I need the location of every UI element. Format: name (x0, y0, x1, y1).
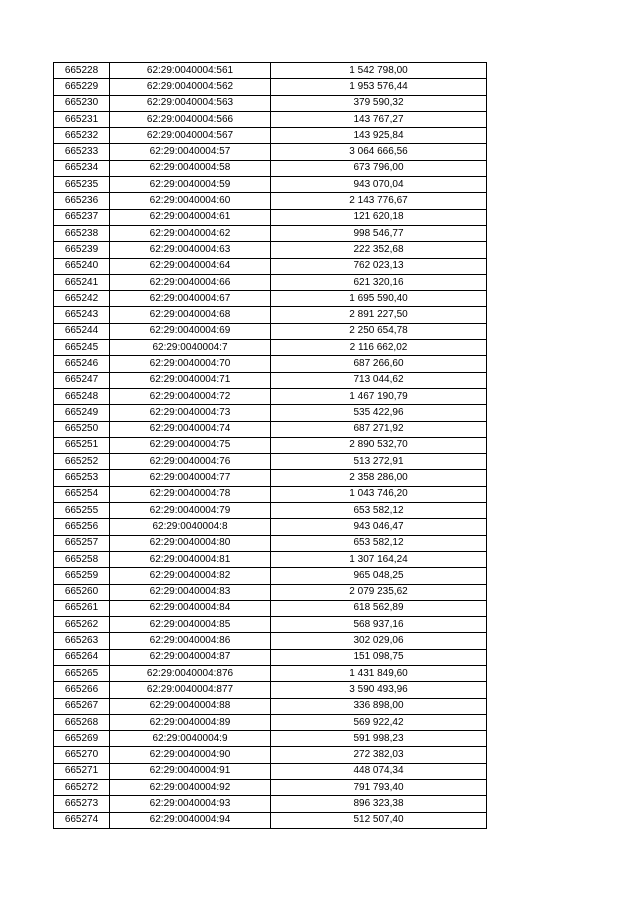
cadastral-number-cell: 62:29:0040004:80 (110, 535, 271, 551)
row-number-cell: 665270 (54, 747, 110, 763)
cadastral-value-cell: 222 352,68 (271, 242, 487, 258)
cadastral-number-cell: 62:29:0040004:92 (110, 780, 271, 796)
row-number-cell: 665238 (54, 225, 110, 241)
cadastral-number-cell: 62:29:0040004:877 (110, 682, 271, 698)
cadastral-value-cell: 535 422,96 (271, 405, 487, 421)
table-row (54, 128, 487, 144)
table-row (54, 698, 487, 714)
row-number-cell: 665265 (54, 665, 110, 681)
table-row (54, 796, 487, 812)
table-row (54, 682, 487, 698)
table-row (54, 225, 487, 241)
cadastral-value-cell: 448 074,34 (271, 763, 487, 779)
table-row (54, 111, 487, 127)
cadastral-value-cell: 673 796,00 (271, 160, 487, 176)
cadastral-value-cell: 302 029,06 (271, 633, 487, 649)
cadastral-value-cell: 791 793,40 (271, 780, 487, 796)
cadastral-number-cell: 62:29:0040004:88 (110, 698, 271, 714)
table-row (54, 535, 487, 551)
cadastral-number-cell: 62:29:0040004:73 (110, 405, 271, 421)
cadastral-value-cell: 1 467 190,79 (271, 388, 487, 404)
row-number-cell: 665261 (54, 600, 110, 616)
table-row (54, 95, 487, 111)
cadastral-value-cell: 121 620,18 (271, 209, 487, 225)
cadastral-value-cell: 1 953 576,44 (271, 79, 487, 95)
table-row (54, 665, 487, 681)
cadastral-value-cell: 1 542 798,00 (271, 63, 487, 79)
row-number-cell: 665247 (54, 372, 110, 388)
cadastral-value-cell: 568 937,16 (271, 617, 487, 633)
cadastral-value-cell: 379 590,32 (271, 95, 487, 111)
cadastral-number-cell: 62:29:0040004:59 (110, 177, 271, 193)
cadastral-number-cell: 62:29:0040004:63 (110, 242, 271, 258)
cadastral-number-cell: 62:29:0040004:84 (110, 600, 271, 616)
cadastral-number-cell: 62:29:0040004:567 (110, 128, 271, 144)
cadastral-number-cell: 62:29:0040004:72 (110, 388, 271, 404)
table-row (54, 780, 487, 796)
row-number-cell: 665244 (54, 323, 110, 339)
row-number-cell: 665240 (54, 258, 110, 274)
table-row (54, 568, 487, 584)
row-number-cell: 665257 (54, 535, 110, 551)
cadastral-number-cell: 62:29:0040004:81 (110, 551, 271, 567)
table-row (54, 79, 487, 95)
row-number-cell: 665267 (54, 698, 110, 714)
table-row (54, 177, 487, 193)
cadastral-number-cell: 62:29:0040004:89 (110, 714, 271, 730)
cadastral-number-cell: 62:29:0040004:7 (110, 340, 271, 356)
table-row (54, 649, 487, 665)
cadastral-number-cell: 62:29:0040004:58 (110, 160, 271, 176)
table-row (54, 144, 487, 160)
table-row (54, 63, 487, 79)
row-number-cell: 665263 (54, 633, 110, 649)
cadastral-value-cell: 1 695 590,40 (271, 291, 487, 307)
table-row (54, 747, 487, 763)
table-row (54, 388, 487, 404)
row-number-cell: 665266 (54, 682, 110, 698)
row-number-cell: 665260 (54, 584, 110, 600)
row-number-cell: 665249 (54, 405, 110, 421)
cadastral-value-cell: 998 546,77 (271, 225, 487, 241)
cadastral-number-cell: 62:29:0040004:87 (110, 649, 271, 665)
cadastral-number-cell: 62:29:0040004:82 (110, 568, 271, 584)
cadastral-value-cell: 3 064 666,56 (271, 144, 487, 160)
cadastral-value-cell: 2 116 662,02 (271, 340, 487, 356)
table-row (54, 470, 487, 486)
table-row (54, 519, 487, 535)
cadastral-value-cell: 336 898,00 (271, 698, 487, 714)
cadastral-value-cell: 2 891 227,50 (271, 307, 487, 323)
row-number-cell: 665245 (54, 340, 110, 356)
cadastral-number-cell: 62:29:0040004:77 (110, 470, 271, 486)
table-row (54, 405, 487, 421)
table-row (54, 372, 487, 388)
cadastral-number-cell: 62:29:0040004:76 (110, 454, 271, 470)
cadastral-value-cell: 2 143 776,67 (271, 193, 487, 209)
cadastral-number-cell: 62:29:0040004:90 (110, 747, 271, 763)
cadastral-value-cell: 618 562,89 (271, 600, 487, 616)
cadastral-value-cell: 143 925,84 (271, 128, 487, 144)
cadastral-value-cell: 943 046,47 (271, 519, 487, 535)
table-row (54, 812, 487, 828)
cadastral-number-cell: 62:29:0040004:68 (110, 307, 271, 323)
cadastral-number-cell: 62:29:0040004:86 (110, 633, 271, 649)
cadastral-number-cell: 62:29:0040004:67 (110, 291, 271, 307)
cadastral-value-cell: 143 767,27 (271, 111, 487, 127)
table-row (54, 274, 487, 290)
row-number-cell: 665228 (54, 63, 110, 79)
row-number-cell: 665258 (54, 551, 110, 567)
cadastral-number-cell: 62:29:0040004:70 (110, 356, 271, 372)
cadastral-value-cell: 3 590 493,96 (271, 682, 487, 698)
table-row (54, 291, 487, 307)
row-number-cell: 665243 (54, 307, 110, 323)
row-number-cell: 665229 (54, 79, 110, 95)
cadastral-number-cell: 62:29:0040004:94 (110, 812, 271, 828)
row-number-cell: 665241 (54, 274, 110, 290)
row-number-cell: 665250 (54, 421, 110, 437)
cadastral-number-cell: 62:29:0040004:71 (110, 372, 271, 388)
cadastral-value-cell: 965 048,25 (271, 568, 487, 584)
table-row (54, 617, 487, 633)
table-row (54, 356, 487, 372)
table-row (54, 584, 487, 600)
cadastral-value-cell: 2 079 235,62 (271, 584, 487, 600)
table-row (54, 454, 487, 470)
cadastral-value-cell: 151 098,75 (271, 649, 487, 665)
row-number-cell: 665255 (54, 503, 110, 519)
cadastral-value-cell: 943 070,04 (271, 177, 487, 193)
table-row (54, 209, 487, 225)
cadastral-value-cell: 621 320,16 (271, 274, 487, 290)
table-row (54, 323, 487, 339)
cadastral-number-cell: 62:29:0040004:79 (110, 503, 271, 519)
row-number-cell: 665262 (54, 617, 110, 633)
row-number-cell: 665248 (54, 388, 110, 404)
row-number-cell: 665254 (54, 486, 110, 502)
cadastral-value-cell: 2 250 654,78 (271, 323, 487, 339)
row-number-cell: 665271 (54, 763, 110, 779)
table-row (54, 421, 487, 437)
row-number-cell: 665274 (54, 812, 110, 828)
cadastral-value-cell: 1 043 746,20 (271, 486, 487, 502)
cadastral-value-cell: 1 307 164,24 (271, 551, 487, 567)
table-row (54, 486, 487, 502)
row-number-cell: 665259 (54, 568, 110, 584)
cadastral-number-cell: 62:29:0040004:74 (110, 421, 271, 437)
cadastral-value-cell: 896 323,38 (271, 796, 487, 812)
row-number-cell: 665273 (54, 796, 110, 812)
table-row (54, 714, 487, 730)
row-number-cell: 665230 (54, 95, 110, 111)
row-number-cell: 665239 (54, 242, 110, 258)
cadastral-value-cell: 2 890 532,70 (271, 437, 487, 453)
cadastral-value-cell: 713 044,62 (271, 372, 487, 388)
cadastral-number-cell: 62:29:0040004:78 (110, 486, 271, 502)
cadastral-number-cell: 62:29:0040004:8 (110, 519, 271, 535)
row-number-cell: 665242 (54, 291, 110, 307)
cadastral-number-cell: 62:29:0040004:66 (110, 274, 271, 290)
cadastral-number-cell: 62:29:0040004:61 (110, 209, 271, 225)
row-number-cell: 665233 (54, 144, 110, 160)
cadastral-value-cell: 512 507,40 (271, 812, 487, 828)
cadastral-number-cell: 62:29:0040004:83 (110, 584, 271, 600)
cadastral-number-cell: 62:29:0040004:561 (110, 63, 271, 79)
row-number-cell: 665264 (54, 649, 110, 665)
cadastral-number-cell: 62:29:0040004:9 (110, 731, 271, 747)
cadastral-number-cell: 62:29:0040004:62 (110, 225, 271, 241)
table-row (54, 503, 487, 519)
table-row (54, 763, 487, 779)
table-row (54, 307, 487, 323)
row-number-cell: 665237 (54, 209, 110, 225)
cadastral-number-cell: 62:29:0040004:562 (110, 79, 271, 95)
cadastral-value-cell: 687 271,92 (271, 421, 487, 437)
cadastral-value-cell: 513 272,91 (271, 454, 487, 470)
table-row (54, 551, 487, 567)
row-number-cell: 665251 (54, 437, 110, 453)
cadastral-value-table (53, 62, 487, 829)
cadastral-value-cell: 591 998,23 (271, 731, 487, 747)
table-row (54, 340, 487, 356)
cadastral-value-cell: 687 266,60 (271, 356, 487, 372)
row-number-cell: 665272 (54, 780, 110, 796)
row-number-cell: 665236 (54, 193, 110, 209)
cadastral-value-cell: 762 023,13 (271, 258, 487, 274)
table-row (54, 437, 487, 453)
cadastral-number-cell: 62:29:0040004:64 (110, 258, 271, 274)
row-number-cell: 665234 (54, 160, 110, 176)
table-row (54, 160, 487, 176)
cadastral-number-cell: 62:29:0040004:876 (110, 665, 271, 681)
row-number-cell: 665246 (54, 356, 110, 372)
row-number-cell: 665269 (54, 731, 110, 747)
cadastral-value-cell: 2 358 286,00 (271, 470, 487, 486)
cadastral-number-cell: 62:29:0040004:563 (110, 95, 271, 111)
cadastral-value-cell: 272 382,03 (271, 747, 487, 763)
row-number-cell: 665231 (54, 111, 110, 127)
table-row (54, 633, 487, 649)
cadastral-number-cell: 62:29:0040004:566 (110, 111, 271, 127)
table-row (54, 242, 487, 258)
row-number-cell: 665232 (54, 128, 110, 144)
cadastral-value-cell: 653 582,12 (271, 535, 487, 551)
cadastral-number-cell: 62:29:0040004:85 (110, 617, 271, 633)
cadastral-number-cell: 62:29:0040004:93 (110, 796, 271, 812)
cadastral-value-cell: 1 431 849,60 (271, 665, 487, 681)
cadastral-value-cell: 653 582,12 (271, 503, 487, 519)
table-row (54, 731, 487, 747)
row-number-cell: 665235 (54, 177, 110, 193)
cadastral-number-cell: 62:29:0040004:60 (110, 193, 271, 209)
cadastral-value-cell: 569 922,42 (271, 714, 487, 730)
table-row (54, 258, 487, 274)
cadastral-number-cell: 62:29:0040004:69 (110, 323, 271, 339)
cadastral-number-cell: 62:29:0040004:91 (110, 763, 271, 779)
row-number-cell: 665253 (54, 470, 110, 486)
row-number-cell: 665256 (54, 519, 110, 535)
table-row (54, 193, 487, 209)
row-number-cell: 665252 (54, 454, 110, 470)
table-body (54, 63, 487, 829)
row-number-cell: 665268 (54, 714, 110, 730)
cadastral-number-cell: 62:29:0040004:75 (110, 437, 271, 453)
cadastral-number-cell: 62:29:0040004:57 (110, 144, 271, 160)
table-row (54, 600, 487, 616)
